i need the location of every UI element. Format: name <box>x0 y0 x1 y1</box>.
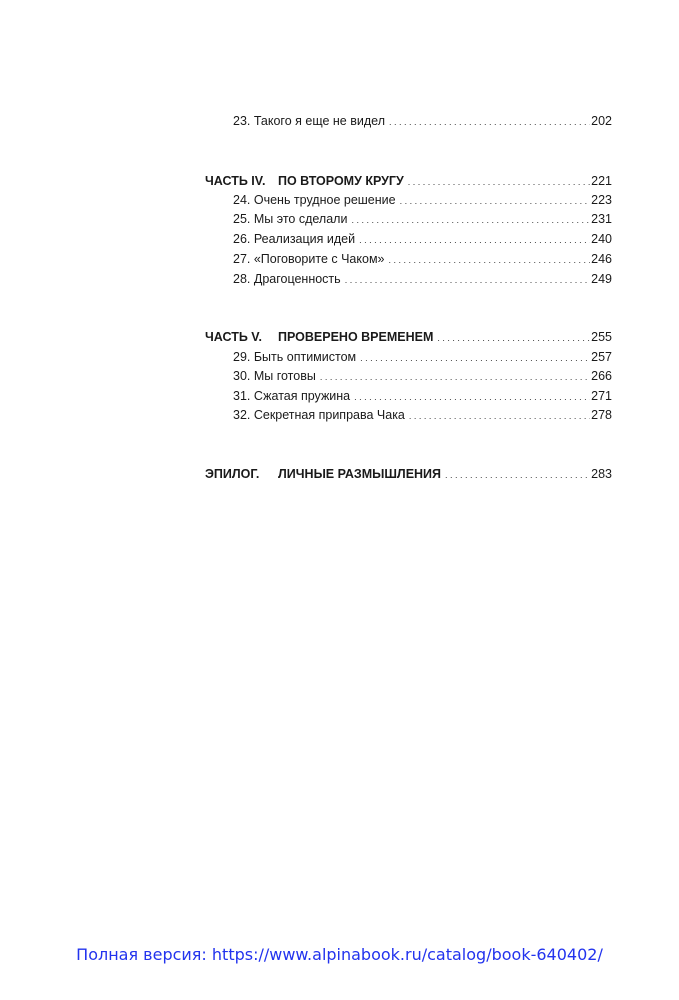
dot-leader <box>445 466 590 484</box>
toc-part-4 <box>205 172 612 190</box>
dot-leader <box>345 271 590 289</box>
dot-leader <box>409 407 590 425</box>
toc-entry-page: 249 <box>591 272 612 286</box>
toc-part-number: ЭПИЛОГ. <box>205 467 260 481</box>
toc-entry-page: 278 <box>591 408 612 422</box>
toc-entry-title: 25. Мы это сделали <box>233 212 348 226</box>
toc-part-title: ПРОВЕРЕНО ВРЕМЕНЕМ <box>278 330 434 344</box>
dot-leader <box>408 173 590 191</box>
dot-leader <box>388 251 590 269</box>
toc-entry-chapter-29 <box>233 348 612 366</box>
toc-entry-page: 283 <box>591 467 612 481</box>
toc-entry-title: 27. «Поговорите с Чаком» <box>233 252 385 266</box>
toc-entry-page: 221 <box>591 174 612 188</box>
toc-entry-title: 30. Мы готовы <box>233 369 316 383</box>
dot-leader <box>351 211 590 229</box>
toc-part-number: ЧАСТЬ V. <box>205 330 262 344</box>
toc-entry-title: 32. Секретная приправа Чака <box>233 408 405 422</box>
toc-epilogue <box>205 465 612 483</box>
toc-entry-page: 257 <box>591 350 612 364</box>
toc-entry-title: 24. Очень трудное решение <box>233 193 396 207</box>
toc-entry-chapter-31 <box>233 387 612 405</box>
toc-part-title: ЛИЧНЫЕ РАЗМЫШЛЕНИЯ <box>278 467 442 481</box>
dot-leader <box>360 349 590 367</box>
toc-part-heading <box>205 465 441 483</box>
dot-leader <box>389 113 590 131</box>
toc-entry-page: 255 <box>591 330 612 344</box>
toc-entry-title: 29. Быть оптимистом <box>233 350 357 364</box>
toc-entry-page: 202 <box>591 114 612 128</box>
toc-entry-chapter-25 <box>233 210 612 228</box>
dot-leader <box>354 388 590 406</box>
toc-entry-title: 23. Такого я еще не видел <box>233 114 385 128</box>
toc-part-title: ПО ВТОРОМУ КРУГУ <box>278 174 404 188</box>
toc-entry-chapter-28 <box>233 270 612 288</box>
toc-entry-chapter-26 <box>233 230 612 248</box>
dot-leader <box>437 329 590 347</box>
toc-part-5 <box>205 328 612 346</box>
toc-entry-page: 266 <box>591 369 612 383</box>
toc-entry-page: 246 <box>591 252 612 266</box>
dot-leader <box>320 368 590 386</box>
full-version-link[interactable]: Полная версия: https://www.alpinabook.ru/catalog/book-640402/ <box>76 945 603 964</box>
toc-part-heading <box>205 328 433 346</box>
toc-entry-title: 26. Реализация идей <box>233 232 356 246</box>
dot-leader <box>359 231 590 249</box>
toc-entry-chapter-24 <box>233 191 612 209</box>
toc-entry-chapter-27 <box>233 250 612 268</box>
toc-entry-page: 223 <box>591 193 612 207</box>
dot-leader <box>400 192 591 210</box>
toc-part-number: ЧАСТЬ IV. <box>205 174 266 188</box>
toc-entry-page: 231 <box>591 212 612 226</box>
toc-entry-chapter-30 <box>233 367 612 385</box>
toc-entry-page: 271 <box>591 389 612 403</box>
toc-entry-chapter-32 <box>233 406 612 424</box>
toc-entry-page: 240 <box>591 232 612 246</box>
toc-entry-chapter-23 <box>233 112 612 130</box>
toc-entry-title: 31. Сжатая пружина <box>233 389 351 403</box>
toc-part-heading <box>205 172 404 190</box>
toc-entry-title: 28. Драгоценность <box>233 272 341 286</box>
